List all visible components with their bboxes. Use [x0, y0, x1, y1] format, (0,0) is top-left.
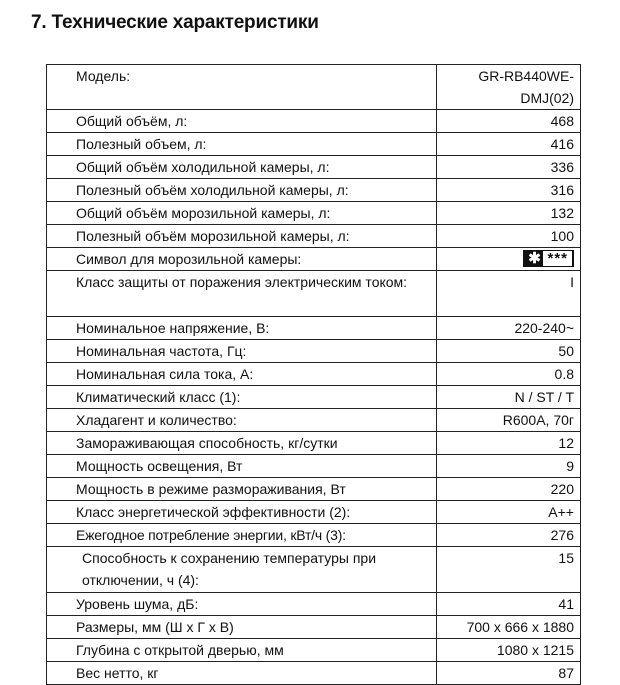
spec-label: Уровень шума, дБ: [47, 593, 437, 616]
spec-label: Замораживающая способность, кг/сутки [47, 432, 437, 455]
spec-label: Общий объём холодильной камеры, л: [47, 156, 437, 179]
spec-value: 316 [437, 179, 581, 202]
spec-label: Номинальное напряжение, В: [47, 317, 437, 340]
spec-value: 12 [437, 432, 581, 455]
spec-value: 220 [437, 478, 581, 501]
spec-label: Номинальная частота, Гц: [47, 340, 437, 363]
spec-value: 100 [437, 225, 581, 248]
spec-label: Полезный объём холодильной камеры, л: [47, 179, 437, 202]
table-row [47, 65, 581, 110]
spec-label: Климатический класс (1): [47, 386, 437, 409]
table-row [47, 501, 581, 524]
spec-label: Мощность освещения, Вт [47, 455, 437, 478]
table-row [47, 524, 581, 547]
spec-value: N / ST / T [437, 386, 581, 409]
spec-value: 336 [437, 156, 581, 179]
spec-value: 15 [437, 547, 581, 593]
spec-label: Ежегодное потребление энергии, кВт/ч (3): [47, 524, 437, 547]
spec-label: Способность к сохранению температуры при отключении, ч (4): [47, 547, 437, 593]
table-row [47, 179, 581, 202]
spec-value [437, 248, 581, 271]
table-row [47, 409, 581, 432]
spec-label: Класс защиты от поражения электрическим током: [47, 271, 437, 317]
spec-value: 416 [437, 133, 581, 156]
table-row [47, 432, 581, 455]
table-row [47, 547, 581, 593]
spec-value: GR-RB440WE-DMJ(02) [437, 65, 581, 110]
spec-label: Номинальная сила тока, А: [47, 363, 437, 386]
table-row [47, 593, 581, 616]
specifications-table [46, 64, 581, 685]
freezer-star-rating-icon [523, 250, 574, 267]
spec-value: 1080 x 1215 [437, 639, 581, 662]
spec-label: Класс энергетической эффективности (2): [47, 501, 437, 524]
table-row [47, 133, 581, 156]
table-row [47, 110, 581, 133]
spec-value: 132 [437, 202, 581, 225]
spec-value: 468 [437, 110, 581, 133]
spec-label: Символ для морозильной камеры: [47, 248, 437, 271]
table-row [47, 386, 581, 409]
spec-label: Вес нетто, кг [47, 662, 437, 685]
spec-label: Размеры, мм (Ш х Г х В) [47, 616, 437, 639]
table-row [47, 202, 581, 225]
table-row [47, 616, 581, 639]
spec-value: 276 [437, 524, 581, 547]
spec-value: 220-240~ [437, 317, 581, 340]
stars-icon: *** [543, 251, 572, 266]
spec-value: I [437, 271, 581, 317]
table-row [47, 662, 581, 685]
table-row [47, 340, 581, 363]
table-row [47, 156, 581, 179]
table-row [47, 363, 581, 386]
spec-label: Общий объём морозильной камеры, л: [47, 202, 437, 225]
spec-label: Общий объём, л: [47, 110, 437, 133]
spec-label: Хладагент и количество: [47, 409, 437, 432]
table-row [47, 248, 581, 271]
spec-value: 87 [437, 662, 581, 685]
spec-value: 41 [437, 593, 581, 616]
table-row [47, 478, 581, 501]
table-row [47, 317, 581, 340]
spec-label: Полезный объем, л: [47, 133, 437, 156]
snowflake-icon: ✱ [528, 250, 541, 267]
section-title: 7. Технические характеристики [31, 12, 319, 33]
spec-value: 50 [437, 340, 581, 363]
table-row [47, 271, 581, 317]
spec-label: Мощность в режиме размораживания, Вт [47, 478, 437, 501]
spec-value: 700 x 666 x 1880 [437, 616, 581, 639]
spec-value: 9 [437, 455, 581, 478]
spec-label: Полезный объём морозильной камеры, л: [47, 225, 437, 248]
table-row [47, 639, 581, 662]
spec-label: Модель: [47, 65, 437, 110]
table-row [47, 455, 581, 478]
spec-value: 0.8 [437, 363, 581, 386]
spec-label: Глубина с открытой дверью, мм [47, 639, 437, 662]
spec-value: A++ [437, 501, 581, 524]
spec-value: R600A, 70г [437, 409, 581, 432]
table-row [47, 225, 581, 248]
